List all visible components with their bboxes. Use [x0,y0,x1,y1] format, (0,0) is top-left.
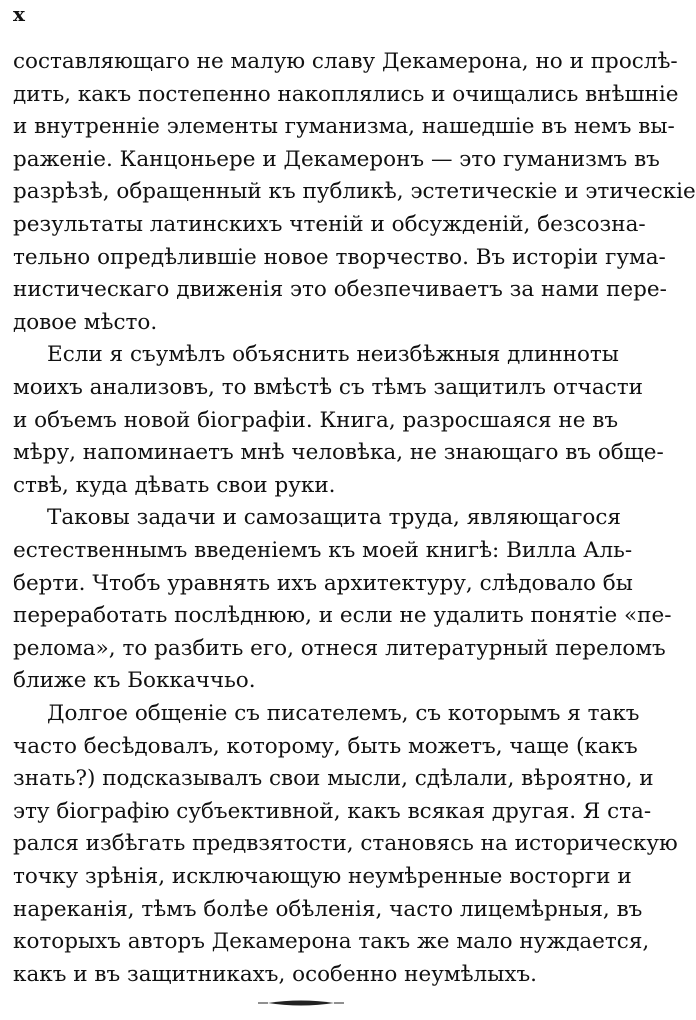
text-line: довое мѣсто. [13,309,158,335]
text-line: нистическаго движенія это обезпечиваетъ за нами пере- [13,277,667,303]
text-line: Долгое общеніе съ писателемъ, съ которымъ я такъ [47,701,640,726]
text-line: результаты латинскихъ чтеній и обсужденій, безсозна- [13,212,646,237]
page-number: x [13,2,25,26]
text-line: ближе къ Боккаччьо. [13,668,256,694]
text-line: ствѣ, куда дѣвать свои руки. [13,472,336,498]
text-line: знать?) подсказывалъ свои мысли, сдѣлали, вѣроятно, и [13,766,654,792]
text-line: естественнымъ введеніемъ къ моей книгѣ: Вилла Аль- [13,538,633,563]
text-line: составляющаго не малую славу Декамерона, но и прослѣ- [13,49,678,74]
text-line: и внутренніе элементы гуманизма, нашедшіе въ немъ вы- [13,114,675,140]
text-line: и объемъ новой біографіи. Книга, разросшаяся не въ [13,407,619,433]
text-line: нареканія, тѣмъ болѣе обѣленія, часто лицемѣрныя, въ [13,896,643,922]
text-line: переработать послѣднюю, и если не удалить понятіе «пе- [13,603,672,629]
text-line: тельно опредѣлившіе новое творчество. Въ исторіи гума- [13,244,666,270]
text-line: релома», то разбить его, отнеся литературный переломъ [13,635,666,661]
text-line: берти. Чтобъ уравнять ихъ архитектуру, слѣдовало бы [13,570,633,596]
text-line: мѣру, напоминаетъ мнѣ человѣка, не знающаго въ обще- [13,440,664,466]
end-ornament-icon [258,998,344,1008]
text-line: дить, какъ постепенно накоплялись и очищались внѣшніе [13,81,679,107]
text-line: Таковы задачи и самозащита труда, являющагося [47,505,621,531]
text-line: какъ и въ защитникахъ, особенно неумѣлыхъ. [13,961,537,987]
text-line: которыхъ авторъ Декамерона такъ же мало нуждается, [13,929,650,955]
text-line: часто бесѣдовалъ, которому, быть можетъ, чаще (какъ [13,733,638,759]
text-line: разрѣзѣ, обращенный къ публикѣ, эстетическіе и этическіе [13,179,696,205]
text-line: точку зрѣнія, исключающую неумѣренные восторги и [13,864,632,889]
text-line: моихъ анализовъ, то вмѣстѣ съ тѣмъ защитилъ отчасти [13,375,643,400]
text-line: раженіе. Канцоньере и Декамеронъ — это гуманизмъ въ [13,146,660,172]
text-line: рался избѣгать предвзятости, становясь на историческую [13,831,678,857]
text-line: Если я съумѣлъ объяснить неизбѣжныя длинноты [47,342,619,368]
text-line: эту біографію субъективной, какъ всякая другая. Я ста- [13,798,652,824]
